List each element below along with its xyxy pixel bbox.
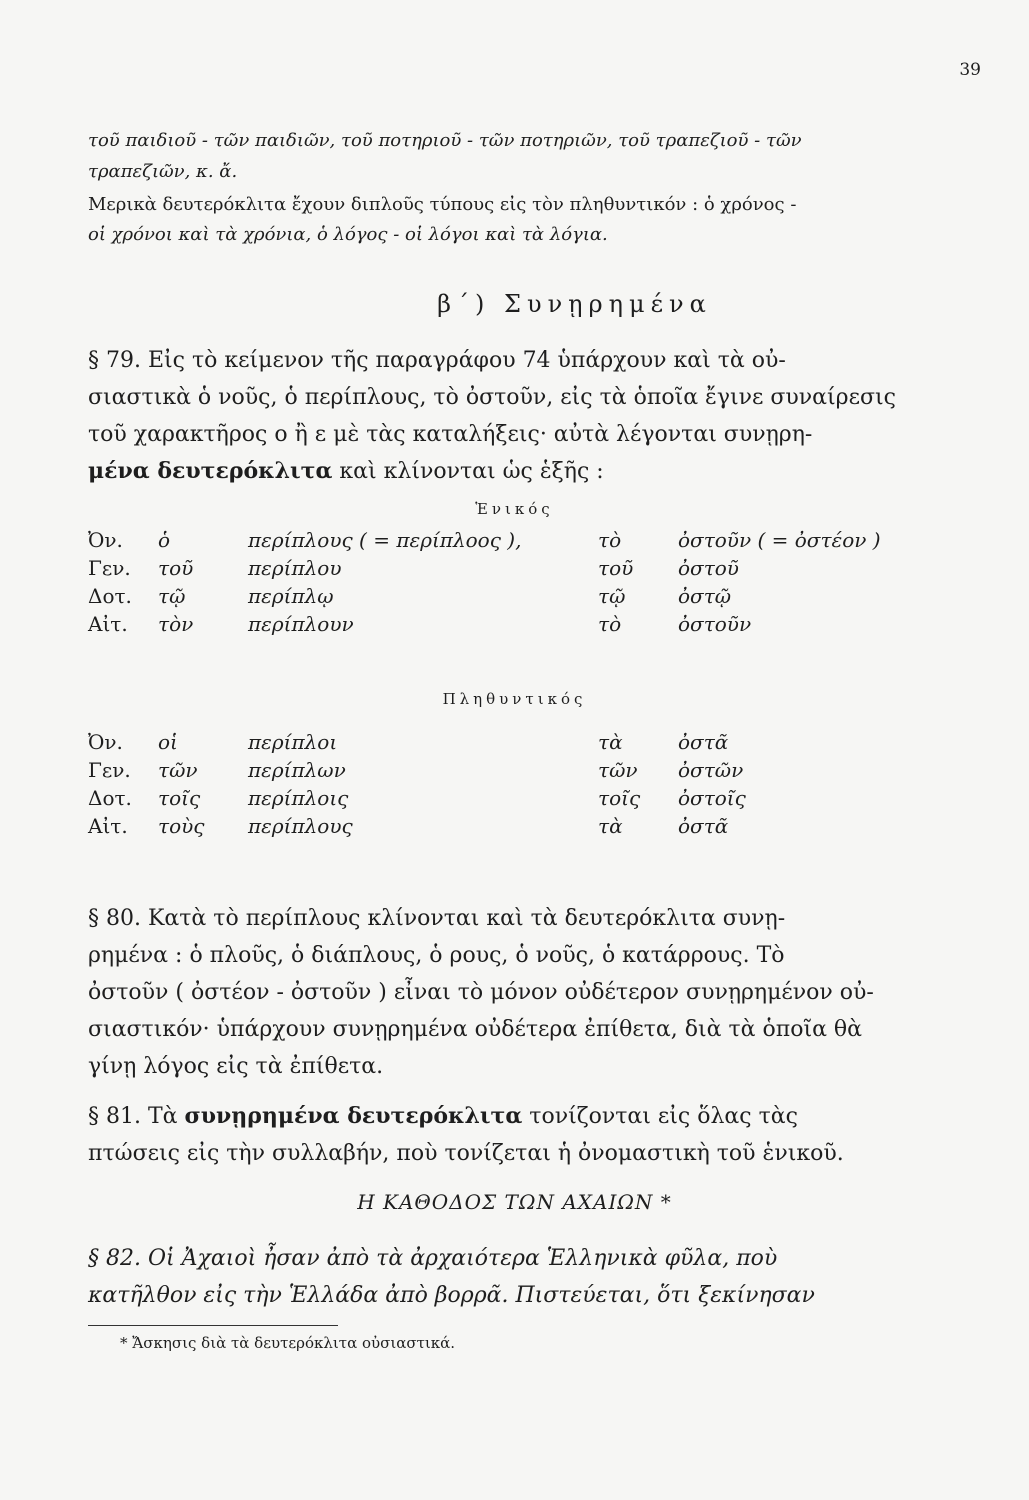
article: τοῦ xyxy=(158,556,194,580)
article: τῶν xyxy=(158,758,198,782)
case-label: Αἰτ. xyxy=(88,612,128,636)
article: τῷ xyxy=(158,584,186,608)
table-row xyxy=(88,758,746,786)
case-label: Δοτ. xyxy=(88,786,132,810)
noun-form-neuter: ὀστᾶ xyxy=(678,730,729,754)
para80-line-3: ὀστοῦν ( ὀστέον - ὀστοῦν ) εἶναι τὸ μόνον οὐδέτερον συνῃρημένον οὐ- xyxy=(88,980,874,1005)
section-heading: β΄) Συνῃρημένα xyxy=(437,290,712,318)
article: τὸν xyxy=(158,612,194,636)
reading-title: Η ΚΑΘΟΔΟΣ ΤΩΝ ΑΧΑΙΩΝ * xyxy=(357,1190,672,1214)
noun-form-neuter: ὀστοῦν xyxy=(678,612,752,636)
para79-bold-term: μένα δευτερόκλιτα xyxy=(88,458,333,484)
article-neuter: τὰ xyxy=(598,814,623,838)
article-neuter: τοῦ xyxy=(598,556,634,580)
para79-line-4-rest: καὶ κλίνονται ὡς ἑξῆς : xyxy=(332,459,604,484)
table-row xyxy=(88,730,746,758)
article-neuter: τὸ xyxy=(598,612,622,636)
case-label: Γεν. xyxy=(88,758,131,782)
noun-form: περίπλῳ xyxy=(248,584,334,608)
para80-line-1: § 80. Κατὰ τὸ περίπλους κλίνονται καὶ τὰ δευτερόκλιτα συνῃ- xyxy=(88,906,786,931)
footnote-rule xyxy=(88,1325,338,1326)
intro-line-1: τοῦ παιδιοῦ - τῶν παιδιῶν, τοῦ ποτηριοῦ - τῶν ποτηριῶν, τοῦ τραπεζιοῦ - τῶν xyxy=(88,130,802,151)
intro-line-4: οἱ χρόνοι καὶ τὰ χρόνια, ὁ λόγος - οἱ λόγοι καὶ τὰ λόγια. xyxy=(88,224,608,245)
para82-line-1: § 82. Οἱ Ἀχαιοὶ ἦσαν ἀπὸ τὰ ἀρχαιότερα Ἑλληνικὰ φῦλα, ποὺ xyxy=(88,1246,778,1271)
case-label: Γεν. xyxy=(88,556,131,580)
para80-line-2: ρημένα : ὁ πλοῦς, ὁ διάπλους, ὁ ρους, ὁ νοῦς, ὁ κατάρρους. Τὸ xyxy=(88,943,785,968)
singular-table xyxy=(88,528,881,640)
intro-line-3: Μερικὰ δευτερόκλιτα ἔχουν διπλοῦς τύπους εἰς τὸν πληθυντικόν : ὁ χρόνος - xyxy=(88,194,797,215)
case-label: Δοτ. xyxy=(88,584,132,608)
para81-post: τονίζονται εἰς ὅλας τὰς xyxy=(522,1104,798,1129)
table-row xyxy=(88,528,881,556)
table-row xyxy=(88,814,746,842)
noun-form: περίπλου xyxy=(248,556,342,580)
para79-line-4 xyxy=(88,453,898,490)
para80-line-5: γίνῃ λόγος εἰς τὰ ἐπίθετα. xyxy=(88,1054,384,1079)
para81-line-2: πτώσεις εἰς τὴν συλλαβήν, ποὺ τονίζεται ἡ ὀνομαστικὴ τοῦ ἑνικοῦ. xyxy=(88,1141,844,1166)
article-neuter: τῷ xyxy=(598,584,626,608)
case-label: Ὀν. xyxy=(88,730,123,754)
noun-form: περίπλους xyxy=(248,814,353,838)
noun-form-neuter: ὀστοῖς xyxy=(678,786,746,810)
noun-form-neuter: ὀστοῦν ( = ὀστέον ) xyxy=(678,528,881,552)
article: τοὺς xyxy=(158,814,205,838)
singular-label: Ἑνικός xyxy=(475,500,554,518)
noun-form: περίπλουν xyxy=(248,612,354,636)
table-row xyxy=(88,612,881,640)
noun-form-neuter: ὀστῶν xyxy=(678,758,744,782)
noun-form-neuter: ὀστῷ xyxy=(678,584,732,608)
plural-label: Πληθυντικός xyxy=(442,690,587,708)
case-label: Ὀν. xyxy=(88,528,123,552)
noun-form-neuter: ὀστᾶ xyxy=(678,814,729,838)
para81-bold-term: συνῃρημένα δευτερόκλιτα xyxy=(184,1103,523,1129)
article-neuter: τὸ xyxy=(598,528,622,552)
article: οἱ xyxy=(158,730,178,754)
para80-line-4: σιαστικόν· ὑπάρχουν συνῃρημένα οὐδέτερα ἐπίθετα, διὰ τὰ ὁποῖα θὰ xyxy=(88,1017,863,1042)
article: ὁ xyxy=(158,528,171,552)
plural-table xyxy=(88,730,746,842)
noun-form: περίπλοι xyxy=(248,730,338,754)
table-row xyxy=(88,584,881,612)
noun-form: περίπλων xyxy=(248,758,346,782)
para82-line-2: κατῆλθον εἰς τὴν Ἑλλάδα ἀπὸ βορρᾶ. Πιστεύεται, ὅτι ξεκίνησαν xyxy=(88,1283,815,1308)
para81-pre: § 81. Τὰ xyxy=(88,1104,185,1129)
para79-line-1: § 79. Εἰς τὸ κείμενον τῆς παραγράφου 74 ὑπάρχουν καὶ τὰ οὐ- xyxy=(88,348,786,373)
case-label: Αἰτ. xyxy=(88,814,128,838)
noun-form-neuter: ὀστοῦ xyxy=(678,556,739,580)
article-neuter: τὰ xyxy=(598,730,623,754)
para79-line-3: τοῦ χαρακτῆρος ο ἢ ε μὲ τὰς καταλήξεις· αὐτὰ λέγονται συνῃρη- xyxy=(88,422,813,447)
para81-line-1 xyxy=(88,1098,898,1135)
table-row xyxy=(88,556,881,584)
intro-line-2: τραπεζιῶν, κ. ἄ. xyxy=(88,161,238,182)
footnote: * Ἄσκησις διὰ τὰ δευτερόκλιτα οὐσιαστικά. xyxy=(120,1334,456,1352)
page-number: 39 xyxy=(959,60,981,80)
para79-line-2: σιαστικὰ ὁ νοῦς, ὁ περίπλους, τὸ ὀστοῦν, εἰς τὰ ὁποῖα ἔγινε συναίρεσις xyxy=(88,385,896,410)
table-row xyxy=(88,786,746,814)
noun-form: περίπλους ( = περίπλοος ), xyxy=(248,528,522,552)
noun-form: περίπλοις xyxy=(248,786,349,810)
article-neuter: τοῖς xyxy=(598,786,641,810)
article: τοῖς xyxy=(158,786,201,810)
article-neuter: τῶν xyxy=(598,758,638,782)
